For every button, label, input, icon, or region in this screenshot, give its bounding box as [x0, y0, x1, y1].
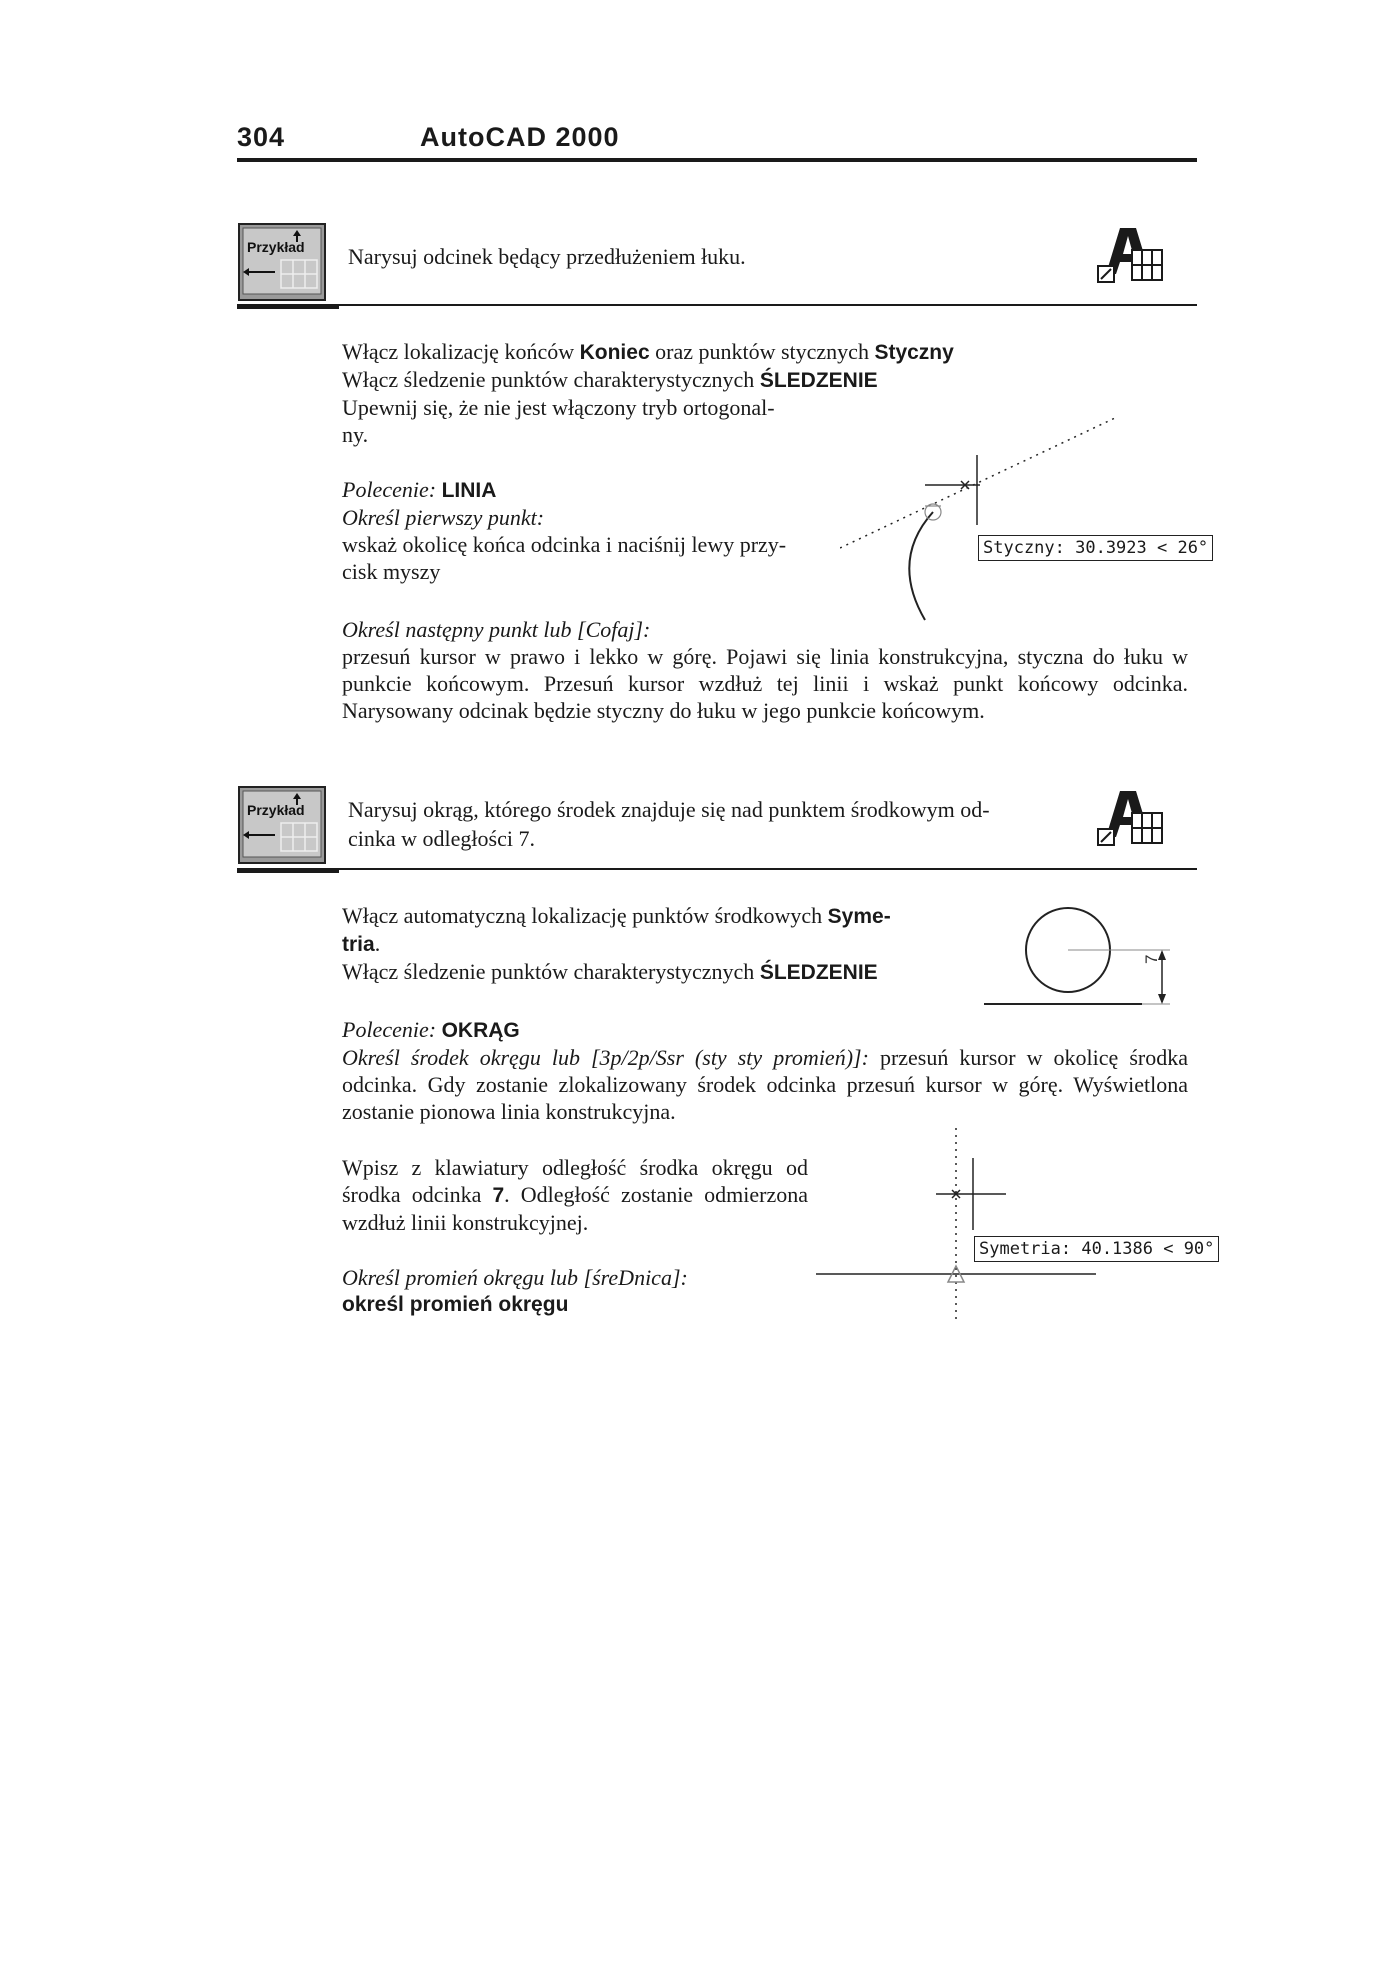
example2-rule-thick: [237, 868, 339, 873]
example1-task: Narysuj odcinek będący przedłużeniem łuku.: [348, 244, 746, 269]
example-label: Przykład: [247, 239, 305, 255]
value-seven: 7: [492, 1184, 505, 1207]
example1-rule-thick: [237, 304, 339, 309]
example1-rule: [339, 304, 1197, 306]
symetria-tooltip: Symetria: 40.1386 < 90°: [974, 1236, 1219, 1262]
tangent-arc-diagram: [840, 410, 1200, 635]
example2-steps: Włącz automatyczną lokalizację punktów środkowych Syme- tria. Włącz śledzenie punktów charakterystycznych ŚLEDZENIE: [342, 903, 891, 984]
przyklad-keyboard-icon: [237, 785, 329, 865]
header-rule: [237, 158, 1197, 162]
radius-action: określ promień okręgu: [342, 1293, 569, 1316]
keyword-koniec: Koniec: [579, 341, 650, 364]
example2-radius: Określ promień okręgu lub [śreDnica]: określ promień okręgu: [342, 1264, 862, 1318]
example2-distance-instruction: Wpisz z klawiatury odległość środka okręgu od środka odcinka 7. Odległość zostanie odmierzona wzdłuż linii konstrukcyjnej.: [342, 1155, 808, 1235]
example-label: Przykład: [247, 802, 305, 818]
dimension-label: 7: [1142, 954, 1161, 964]
keyword-sledzenie: ŚLEDZENIE: [759, 369, 878, 392]
running-title: AutoCAD 2000: [420, 122, 620, 152]
example1-command: Polecenie: LINIA Określ pierwszy punkt: wskaż okolicę końca odcinka i naciśnij lewy przy- cisk myszy: [342, 477, 787, 584]
command-okrag: OKRĄG: [441, 1019, 520, 1042]
command-linia: LINIA: [441, 479, 497, 502]
symmetry-tracking-diagram: [816, 1128, 1096, 1324]
example2-task: Narysuj okrąg, którego środek znajduje się nad punktem środkowym od- cinka w odległości 7.: [348, 797, 990, 851]
keyword-symetria: Syme-: [827, 905, 891, 928]
autocad-logo-icon: [1096, 785, 1168, 849]
example2-command: Polecenie: OKRĄG Określ środek okręgu lub [3p/2p/Ssr (sty sty promień)]: przesuń kursor w okolicę środka odcinka. Gdy zostanie zlokalizowany środek odcinka przesuń kursor w górę. Wyświetlona zostanie pionowa linia konstrukcyjna.: [342, 1017, 1188, 1124]
keyword-styczny: Styczny: [874, 341, 954, 364]
przyklad-keyboard-icon: [237, 222, 329, 302]
keyword-sledzenie: ŚLEDZENIE: [759, 961, 878, 984]
example1-steps: Włącz lokalizację końców Koniec oraz punktów stycznych Styczny Włącz śledzenie punktów charakterystycznych ŚLEDZENIE Upewnij się, że nie jest włączony tryb ortogonal- ny.: [342, 339, 954, 447]
example1-next-point: Określ następny punkt lub [Cofaj]: przesuń kursor w prawo i lekko w górę. Pojawi się linia konstrukcyjna, styczna do łuku w punkcie końcowym. Przesuń kursor wzdłuż tej linii i wskaż punkt końcowy odcinka. Narysowany odcinak będzie styczny do łuku w jego punkcie końcowym.: [342, 617, 1188, 723]
styczny-tooltip: Styczny: 30.3923 < 26°: [978, 535, 1213, 561]
page-number: 304: [237, 122, 286, 152]
example2-rule: [339, 868, 1197, 870]
autocad-logo-icon: [1096, 222, 1168, 286]
